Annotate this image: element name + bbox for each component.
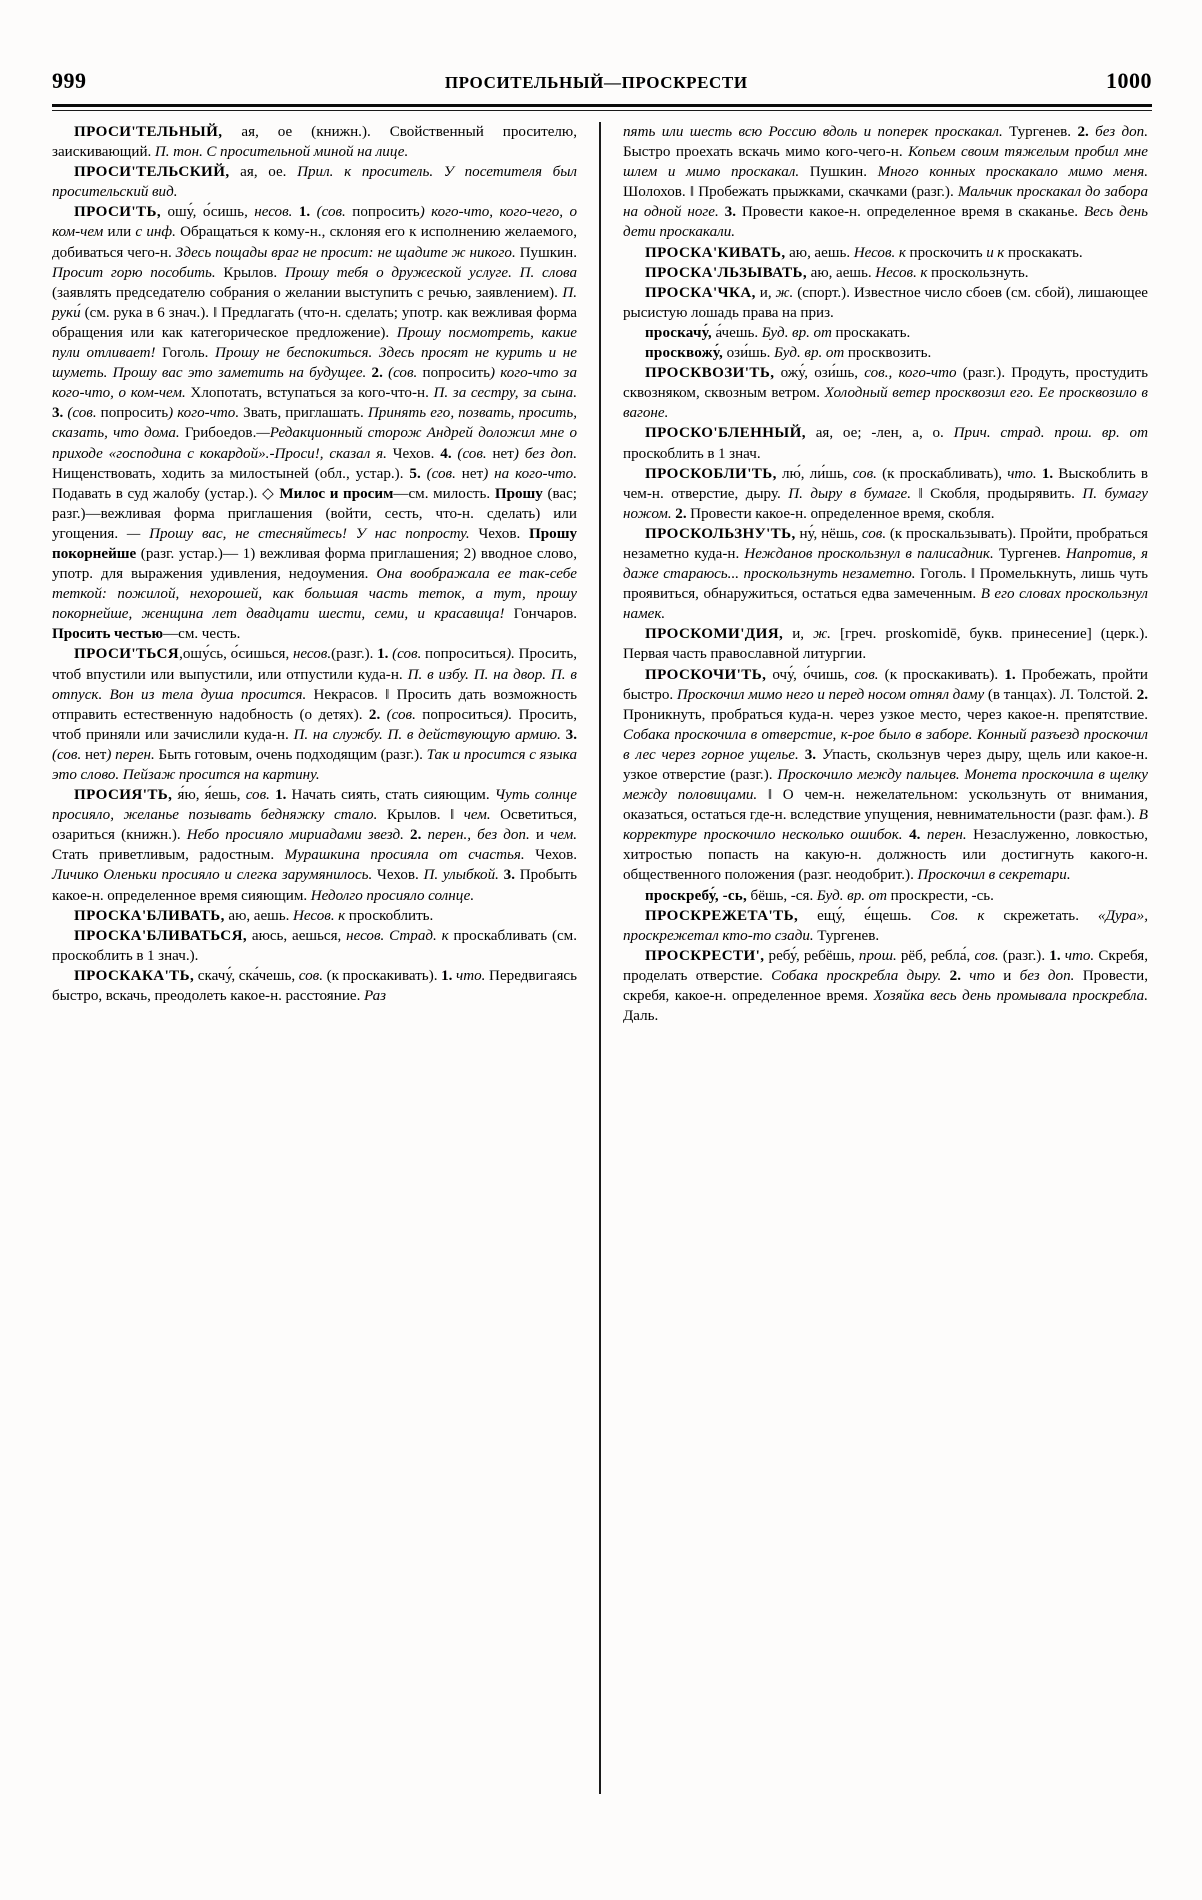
entry-definition: ну́, нёшь, сов. (к проскальзывать). Пройти, пробраться незаметно куда-н. Нежданов проскользнул в палисадник. Тургенев. Напротив, я даже стараюсь... проскользнуть незаметно. Гоголь. ‖ Промелькнуть, лишь чуть проявиться, обнаружиться, остаться едва замеченным. В его словах проскользнул намек.: [623, 525, 1149, 623]
folio-left: 999: [52, 68, 87, 93]
entry-headword: ПРОСКА'БЛИВАТЬ,: [74, 907, 225, 924]
entry-headword: ПРОСКРЕСТИ',: [645, 947, 765, 964]
entry-definition: ая, ое (книжн.). Свойственный просителю, заискивающий. П. тон. С просительной миной на лице.: [52, 124, 577, 161]
dictionary-entry: [623, 524, 1148, 624]
dictionary-entry: [52, 906, 577, 926]
entry-definition: аюсь, аешься, несов. Страд. к проскабливать (см. проскоблить в 1 знач.).: [52, 927, 577, 964]
dictionary-entry: [52, 966, 577, 1006]
entry-headword: ПРОСИ'ТЕЛЬНЫЙ,: [74, 124, 223, 140]
entry-headword: проскребу́, -сь,: [645, 887, 747, 904]
dictionary-entry: [52, 202, 577, 644]
dictionary-entry: [52, 644, 577, 785]
dictionary-entry: [623, 363, 1148, 423]
column-right: [613, 122, 1148, 1822]
dictionary-entry: [52, 926, 577, 966]
entry-headword: просквожу́,: [645, 345, 724, 362]
dictionary-entry: [52, 122, 577, 162]
entry-definition: ребу́, ребёшь, прош. рёб, ребла́, сов. (разг.). 1. что. Скребя, проделать отверстие. Собака проскребла дыру. 2. что и без доп. Провести, скребя, какое-н. определенное время. Хозяйка весь день промывала проскребла. Даль.: [623, 947, 1148, 1025]
dictionary-entry: [623, 263, 1148, 283]
entry-headword: ПРОСКОЛЬЗНУ'ТЬ,: [645, 525, 796, 542]
entry-continuation: [623, 122, 1148, 243]
entry-definition: ози́шь. Буд. вр. от просквозить.: [723, 345, 932, 362]
dictionary-entry: [623, 886, 1148, 906]
entry-headword: ПРОСКА'ЧКА,: [645, 284, 756, 301]
entry-headword: ПРОСКО'БЛЕННЫЙ,: [645, 425, 806, 442]
entry-definition: ая, ое; -лен, а, о. Прич. страд. прош. вр. от проскоблить в 1 знач.: [623, 425, 1148, 462]
dictionary-entry: [623, 343, 1148, 363]
dictionary-entry: [623, 464, 1148, 524]
running-head: [52, 68, 1152, 102]
dictionary-entry: [623, 283, 1148, 323]
entry-headword: ПРОСКА'ЛЬЗЫВАТЬ,: [645, 264, 808, 281]
entry-headword: ПРОСКАКА'ТЬ,: [74, 967, 195, 984]
entry-definition: лю́, ли́шь, сов. (к проскабливать), что. 1. Выскоблить в чем-н. отверстие, дыру. П. дыру в бумаге. ‖ Скобля, продырявить. П. бумагу ножом. 2. Провести какое-н. определенное время, скобля.: [623, 465, 1148, 522]
entry-definition: ещу́, е́щешь. Сов. к скрежетать. «Дура», проскрежетал кто-то сзади. Тургенев.: [623, 907, 1148, 944]
dictionary-entry: [623, 624, 1148, 664]
running-head-title: ПРОСИТЕЛЬНЫЙ—ПРОСКРЕСТИ: [444, 73, 748, 92]
entry-definition: аю, аешь. Несов. к проскочить и к проскакать.: [785, 244, 1083, 261]
dictionary-entry: [623, 906, 1148, 946]
dictionary-entry: [623, 665, 1148, 886]
entry-headword: ПРОСИ'ТЕЛЬСКИЙ,: [74, 164, 230, 181]
header-rule-thin: [52, 110, 1152, 111]
dictionary-entry: [52, 162, 577, 202]
entry-definition: ошу́, о́сишь, несов. 1. (сов. попросить) кого-что, кого-чего, о ком-чем или с инф. Обращаться к кому-н., склоняя его к исполнению желаемого, добиваться чего-н. Здесь пощады враг не просит: не щадите ж никого. Пушкин. Просит горю пособить. Крылов. Прошу тебя о дружеской услуге. П. слова (заявлять председателю собрания о желании выступить с речью, заявлением). П. руки́ (см. рука в 6 знач.). ‖ Предлагать (что-н. сделать; употр. как вежливая форма обращения или как категорическое предложение). Прошу посмотреть, какие пули отливает! Гоголь. Прошу не беспокиться. Здесь просят не курить и не шуметь. Прошу вас это заметить на будущее. 2. (сов. попросить) кого-что за кого-что, о ком-чем. Хлопотать, вступаться за кого-что-н. П. за сестру, за сына. 3. (сов. попросить) кого-что. Звать, приглашать. Принять его, позвать, просить, сказать, что дома. Грибоедов.—Редакционный сторож Андрей доложил мне о приходе «господина с кокардой».-Проси!, сказал я. Чехов. 4. (сов. нет) без доп. Нищенствовать, ходить за милостыней (обл., устар.). 5. (сов. нет) на кого-что. Подавать в суд жалобу (устар.). ◇ Милос и просим—см. милость. Прошу (вас; разг.)—вежливая форма приглашения (войти, сесть, что-н. сделать) или угощения. — Прошу вас, не стесняйтесь! У нас попросту. Чехов. Прошу покорнейше (разг. устар.)— 1) вежливая форма приглашения; 2) вводное слово, употр. для выражения удивления, недоумения. Она воображала ее так-себе теткой: пожилой, нехорошей, как большая часть теток, а тут, прошу покорнейше, женщина лет двадцати шести, семи, и красавица! Гончаров. Просить честью—см. честь.: [52, 204, 578, 643]
dictionary-entry: [623, 946, 1148, 1026]
entry-definition: скачу́, ска́чешь, сов. (к проскакивать). 1. что. Передвигаясь быстро, вскачь, преодолеть какое-н. расстояние. Раз: [52, 967, 577, 1005]
entry-definition: ожу́, ози́шь, сов., кого-что (разг.). Продуть, простудить сквозняком, сквозным ветром. Холодный ветер просквозил его. Ее просквозило в вагоне.: [623, 365, 1149, 422]
entry-headword: ПРОСКА'БЛИВАТЬСЯ,: [74, 927, 248, 944]
entry-headword: ПРОСИЯ'ТЬ,: [74, 787, 173, 804]
text-columns: [52, 122, 1152, 1822]
entry-definition: очу́, о́чишь, сов. (к проскакивать). 1. Пробежать, пройти быстро. Проскочил мимо него и перед носом отнял даму (в танцах). Л. Толстой. 2. Проникнуть, пробраться куда-н. через узкое место, через какое-н. препятствие. Собака проскочила в отверстие, к-рое было в заборе. Конный разъезд проскочил в лес через горное ущелье. 3. Упасть, скользнув через дыру, щель или какое-н. узкое отверстие (разг.). Проскочило между пальцев. Монета проскочила в щелку между половицами. ‖ О чем-н. нежелательном: ускользнуть от внимания, оказаться, остаться где-н. вследствие упущения, невнимательности (разг. фам.). В корректуре проскочило несколько ошибок. 4. перен. Незаслуженно, ловкостью, хитростью попасть на какую-н. должность или достигнуть какого-н. общественного положения (разг. неодобрит.). Проскочил в секретари.: [623, 666, 1149, 884]
entry-headword: ПРОСКОБЛИ'ТЬ,: [645, 465, 777, 482]
entry-headword: ПРОСКРЕЖЕТА'ТЬ,: [645, 907, 799, 924]
column-left: [52, 122, 589, 1822]
dictionary-entry: [623, 423, 1148, 463]
entry-headword: ПРОСКВОЗИ'ТЬ,: [645, 365, 775, 382]
entry-definition: пять или шесть всю Россию вдоль и поперек проскакал. Тургенев. 2. без доп. Быстро проехать вскачь мимо кого-чего-н. Копьем своим тяжелым пробил мне шлем и мимо проскакал. Пушкин. Много конных проскакало мимо меня. Шолохов. ‖ Пробежать прыжками, скачками (разг.). Мальчик проскакал до забора на одной ноге. 3. Провести какое-н. определенное время в скаканье. Весь день дети проскакали.: [623, 124, 1149, 241]
column-divider: [599, 122, 601, 1794]
entry-headword: ПРОСИ'ТЬСЯ: [74, 646, 180, 663]
entry-definition: я́ю, я́ешь, сов. 1. Начать сиять, стать сияющим. Чуть солнце просияло, желанье позывать бедняжку стало. Крылов. ‖ чем. Осветиться, озариться (книжн.). Небо просияло мириадами звезд. 2. перен., без доп. и чем. Стать приветливым, радостным. Мурашкина просияла от счастья. Чехов. Личико Оленьки просияло и слегка зарумянилось. Чехов. П. улыбкой. 3. Пробыть какое-н. определенное время сияющим. Недолго просияло солнце.: [52, 787, 577, 904]
header-rule-thick: [52, 104, 1152, 107]
entry-definition: и, ж. [греч. proskomidē, букв. принесение] (церк.). Первая часть православной литургии.: [623, 626, 1148, 663]
entry-definition: аю, аешь. Несов. к проскоблить.: [224, 907, 434, 924]
entry-headword: ПРОСКОЧИ'ТЬ,: [645, 666, 767, 683]
entry-definition: ая, ое. Прил. к проситель. У посетителя был просительский вид.: [52, 164, 578, 201]
entry-headword: ПРОСКОМИ'ДИЯ,: [645, 626, 784, 643]
entry-headword: ПРОСИ'ТЬ,: [74, 204, 162, 221]
folio-right: 1000: [1106, 68, 1152, 93]
entry-definition: ,ошу́сь, о́сишься, несов.(разг.). 1. (сов. попроситься). Просить, чтоб впустили или выпустили, или отпустили куда-н. П. в избу. П. на двор. П. в отпуск. Вон из тела душа просится. Некрасов. ‖ Просить дать возможность отправить естественную надобность (о детях). 2. (сов. попроситься). Просить, чтоб приняли или зачислили куда-н. П. на службу. П. в действующую армию. 3. (сов. нет) перен. Быть готовым, очень подходящим (разг.). Так и просится с языка это слово. Пейзаж просится на картину.: [52, 646, 578, 783]
dictionary-entry: [52, 785, 577, 906]
entry-definition: аю, аешь. Несов. к проскользнуть.: [807, 264, 1029, 281]
entry-headword: проскачу́,: [645, 324, 712, 341]
entry-definition: а́чешь. Буд. вр. от проскакать.: [711, 324, 911, 341]
entry-headword: ПРОСКА'КИВАТЬ,: [645, 244, 786, 261]
entry-definition: и, ж. (спорт.). Известное число сбоев (см. сбой), лишающее рысистую лошадь права на приз.: [623, 284, 1148, 321]
dictionary-entry: [623, 243, 1148, 263]
entry-definition: бёшь, -ся. Буд. вр. от проскрести, -сь.: [746, 887, 994, 904]
dictionary-entry: [623, 323, 1148, 343]
